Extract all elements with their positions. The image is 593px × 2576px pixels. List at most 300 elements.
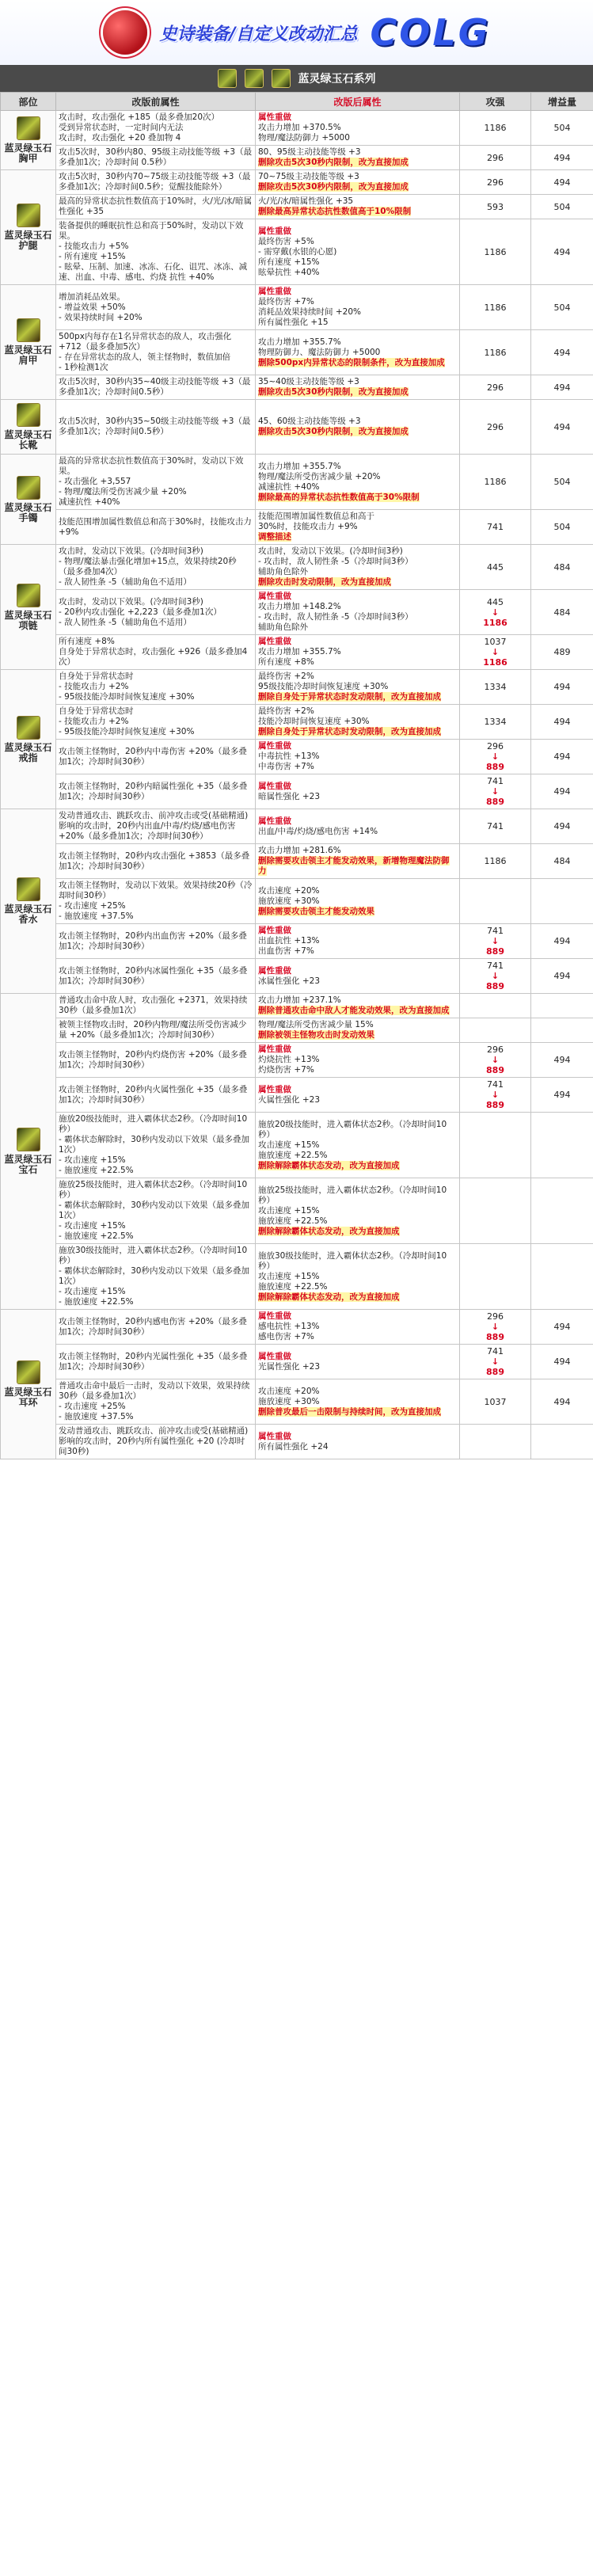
post-line: 光属性强化 +23: [258, 1361, 320, 1372]
atk-cell: [460, 1113, 531, 1178]
atk-cell: 1037: [460, 1379, 531, 1425]
post-line: 施放速度 +22.5%: [258, 1281, 328, 1292]
after-cell: [256, 375, 460, 400]
post-line: 攻击速度 +20%: [258, 885, 320, 896]
table-row: [1, 1178, 593, 1244]
after-cell: [256, 195, 460, 219]
post-line: 感电抗性 +13%: [258, 1322, 320, 1331]
table-row: [1, 590, 593, 635]
post-line: 消耗品效果持续时间 +20%: [258, 307, 361, 317]
table-row: [1, 1043, 593, 1078]
buff-cell: [531, 1178, 593, 1244]
part-label: 蓝灵绿玉石长靴: [4, 429, 52, 451]
post-line: 删除最高的异常状态抗性数值高于30%限制: [258, 492, 420, 502]
atk-new: 889: [486, 762, 504, 772]
buff-cell: 494: [531, 1078, 593, 1113]
post-line: 30%时，技能攻击力 +9%: [258, 522, 358, 531]
post-line: 属性重做: [258, 926, 291, 935]
post-line: 删除被领主怪物攻击时发动效果: [258, 1030, 374, 1040]
post-line: 火属性强化 +23: [258, 1094, 320, 1105]
post-line: 删除自身处于异常状态时发动限制，改为直接加成: [258, 692, 441, 702]
post-line: 所有属性强化 +24: [258, 1441, 329, 1452]
after-cell: [256, 111, 460, 146]
post-line: 删除攻击5次30秒内限制，改为直接加成: [258, 387, 409, 397]
atk-cell: 1334: [460, 705, 531, 740]
set-title: 蓝灵绿玉石系列: [298, 73, 376, 86]
after-cell: [256, 1425, 460, 1459]
buff-cell: 494: [531, 1043, 593, 1078]
post-line: 施放速度 +22.5%: [258, 1150, 328, 1160]
after-cell: [256, 705, 460, 740]
atk-cell: 296: [460, 400, 531, 455]
part-label: 蓝灵绿玉石手镯: [4, 501, 52, 523]
after-cell: [256, 1178, 460, 1244]
buff-cell: [531, 1425, 593, 1459]
before-cell: 攻击时，攻击强化 +185（最多叠加20次） 受到异常状态时，一定时间内无法 攻击时，攻击强化 +20 叠加物 4: [56, 111, 256, 146]
post-line: 删除解除霸体状态发动，改为直接加成: [258, 1160, 400, 1170]
buff-cell: [531, 1113, 593, 1178]
post-line: 删除普通攻击命中敌人才能发动效果，改为直接加成: [258, 1006, 450, 1015]
arrow-down-icon: ↓: [491, 607, 500, 618]
part-cell: [1, 170, 56, 285]
post-line: 删除解除霸体状态发动，改为直接加成: [258, 1292, 400, 1302]
buff-cell: 494: [531, 705, 593, 740]
atk-cell: [460, 1078, 531, 1113]
post-line: 物理/魔法所受伤害减少量 15%: [258, 1020, 374, 1029]
after-cell: [256, 1310, 460, 1345]
table-row: [1, 455, 593, 510]
post-line: 施放速度 +30%: [258, 1396, 320, 1406]
table-row: [1, 285, 593, 330]
post-line: 属性重做: [258, 1351, 291, 1361]
buff-cell: 504: [531, 285, 593, 330]
atk-cell: 1186: [460, 285, 531, 330]
atk-cell: 593: [460, 195, 531, 219]
mascot-icon: [103, 10, 147, 55]
post-line: 最终伤害 +2%: [258, 672, 314, 681]
after-cell: [256, 1113, 460, 1178]
atk-cell: 296: [460, 170, 531, 195]
post-line: 出血抗性 +13%: [258, 936, 320, 946]
buff-cell: 504: [531, 510, 593, 545]
post-line: 攻击力增加 +370.5%: [258, 123, 341, 132]
buff-cell: 484: [531, 545, 593, 590]
atk-new: 889: [486, 946, 504, 957]
table-row: [1, 1078, 593, 1113]
buff-cell: 494: [531, 924, 593, 959]
post-line: 删除最高异常状态抗性数值高于10%限制: [258, 207, 412, 216]
atk-new: 889: [486, 1065, 504, 1075]
post-line: 属性重做: [258, 226, 291, 236]
before-cell: 施放20级技能时，进入霸体状态2秒。（冷却时间10秒） - 霸体状态解除时，30秒内发动以下效果（最多叠加1次） - 攻击速度 +15% - 施放速度 +22.5%: [56, 1113, 256, 1178]
post-line: 减速抗性 +40%: [258, 481, 320, 492]
after-cell: [256, 1018, 460, 1043]
post-line: 删除需要攻击领主才能发动效果: [258, 906, 374, 916]
atk-cell: [460, 1310, 531, 1345]
part-cell: [1, 1310, 56, 1459]
post-line: 属性重做: [258, 965, 291, 976]
post-line: 最终伤害 +5%: [258, 236, 314, 246]
atk-cell: [460, 740, 531, 774]
atk-new: 889: [486, 797, 504, 807]
after-cell: [256, 844, 460, 879]
atk-cell: [460, 879, 531, 924]
header-after: 改版后属性: [256, 93, 460, 111]
after-cell: [256, 545, 460, 590]
post-line: 施放速度 +30%: [258, 896, 320, 906]
table-row: [1, 994, 593, 1018]
post-line: 技能冷却时间恢复速度 +30%: [258, 717, 370, 726]
header-atk: 攻强: [460, 93, 531, 111]
post-line: 删除普攻最后一击限制与持续时间，改为直接加成: [258, 1406, 441, 1417]
post-line: 属性重做: [258, 816, 291, 826]
post-line: 攻击力增加 +355.7%: [258, 337, 341, 347]
buff-cell: 494: [531, 400, 593, 455]
before-cell: 自身处于异常状态时 - 技能攻击力 +2% - 95级技能冷却时间恢复速度 +30%: [56, 670, 256, 705]
arrow-down-icon: ↓: [491, 647, 500, 657]
after-cell: [256, 740, 460, 774]
atk-cell: [460, 1043, 531, 1078]
after-cell: [256, 455, 460, 510]
table-row: [1, 510, 593, 545]
before-cell: 施放30级技能时，进入霸体状态2秒。（冷却时间10秒） - 霸体状态解除时，30秒内发动以下效果（最多叠加1次） - 攻击速度 +15% - 施放速度 +22.5%: [56, 1244, 256, 1310]
atk-old: 741: [487, 926, 504, 936]
atk-cell: 1186: [460, 455, 531, 510]
before-cell: 攻击领主怪物时，20秒内暗属性强化 +35（最多叠加1次；冷却时间30秒）: [56, 774, 256, 809]
post-line: 攻击速度 +15%: [258, 1271, 320, 1281]
table-header-row: [1, 93, 593, 111]
buff-cell: 494: [531, 670, 593, 705]
part-cell: [1, 670, 56, 809]
post-line: 70~75级主动技能等级 +3: [258, 172, 359, 181]
atk-cell: [460, 1425, 531, 1459]
post-line: 出血/中毒/灼烧/感电伤害 +14%: [258, 826, 378, 836]
post-line: 冰属性强化 +23: [258, 976, 320, 986]
atk-new: 889: [486, 1332, 504, 1342]
after-cell: [256, 809, 460, 844]
post-line: 攻击速度 +20%: [258, 1386, 320, 1396]
buff-cell: 504: [531, 455, 593, 510]
equipment-icon: [17, 584, 40, 607]
post-line: 暗属性强化 +23: [258, 791, 320, 801]
post-line: 删除解除霸体状态发动，改为直接加成: [258, 1226, 400, 1236]
table-row: [1, 400, 593, 455]
before-cell: 攻击5次时，30秒内35~50级主动技能等级 +3（最多叠加1次；冷却时间0.5秒）: [56, 400, 256, 455]
post-line: 技能范围增加属性数值总和高于: [258, 512, 374, 521]
post-line: 施放30级技能时，进入霸体状态2秒。（冷却时间10秒）: [258, 1250, 447, 1271]
atk-cell: [460, 1244, 531, 1310]
before-cell: 普通攻击命中最后一击时，发动以下效果，效果持续30秒（最多叠加1次） - 攻击速度 +25% - 施放速度 +37.5%: [56, 1379, 256, 1425]
post-line: 物理/魔法防御力 +5000: [258, 133, 350, 143]
part-cell: [1, 455, 56, 545]
after-cell: [256, 924, 460, 959]
post-line: 辅助角色除外: [258, 567, 308, 576]
before-cell: 施放25级技能时，进入霸体状态2秒。（冷却时间10秒） - 霸体状态解除时，30秒内发动以下效果（最多叠加1次） - 攻击速度 +15% - 施放速度 +22.5%: [56, 1178, 256, 1244]
table-row: [1, 1113, 593, 1178]
atk-old: 296: [487, 741, 504, 751]
atk-cell: [460, 994, 531, 1018]
table-row: [1, 705, 593, 740]
atk-cell: 1186: [460, 111, 531, 146]
arrow-down-icon: ↓: [491, 936, 500, 946]
buff-cell: 484: [531, 590, 593, 635]
banner: [0, 0, 593, 65]
post-line: 属性重做: [258, 1084, 291, 1094]
before-cell: 增加消耗品效果。 - 增益效果 +50% - 效果持续时间 +20%: [56, 285, 256, 330]
part-label: 蓝灵绿玉石项链: [4, 609, 52, 631]
arrow-down-icon: ↓: [491, 1090, 500, 1100]
post-line: 攻击力增加 +148.2%: [258, 602, 341, 611]
post-line: 眩晕抗性 +40%: [258, 267, 320, 277]
atk-old: 1037: [484, 637, 507, 647]
post-line: 属性重做: [258, 637, 291, 646]
after-cell: [256, 219, 460, 285]
post-line: 属性重做: [258, 1431, 291, 1441]
equipment-icon: [17, 1128, 40, 1151]
before-cell: 攻击时，发动以下效果。(冷却时间3秒) - 物理/魔法暴击强化增加+15点，效果持续20秒（最多叠加4次） - 敌人韧性条 -5（辅助角色不适用）: [56, 545, 256, 590]
part-cell: [1, 111, 56, 170]
buff-cell: 489: [531, 635, 593, 670]
header-part: 部位: [1, 93, 56, 111]
before-cell: 攻击领主怪物时，20秒内中毒伤害 +20%（最多叠加1次；冷却时间30秒）: [56, 740, 256, 774]
post-line: 80、95级主动技能等级 +3: [258, 147, 361, 157]
atk-cell: [460, 1178, 531, 1244]
atk-cell: [460, 590, 531, 635]
post-line: 属性重做: [258, 112, 291, 122]
after-cell: [256, 774, 460, 809]
atk-cell: 445: [460, 545, 531, 590]
before-cell: 被领主怪物攻击时，20秒内物理/魔法所受伤害减少量 +20%（最多叠加1次；冷却时间30秒）: [56, 1018, 256, 1043]
equipment-icon: [17, 403, 40, 427]
table-row: [1, 170, 593, 195]
table-row: [1, 219, 593, 285]
table-row: [1, 670, 593, 705]
table-row: [1, 1345, 593, 1379]
buff-cell: 484: [531, 844, 593, 879]
set-title-bar: [0, 65, 593, 92]
post-line: 攻击力增加 +355.7%: [258, 647, 341, 656]
equipment-icon: [17, 204, 40, 227]
part-label: 蓝灵绿玉石护腿: [4, 230, 52, 251]
post-line: 出血伤害 +7%: [258, 946, 314, 956]
atk-cell: [460, 774, 531, 809]
before-cell: 攻击5次时，30秒内80、95级主动技能等级 +3（最多叠加1次；冷却时间 0.5秒）: [56, 146, 256, 170]
before-cell: 普通攻击命中敌人时，攻击强化 +2371，效果持续30秒（最多叠加1次）: [56, 994, 256, 1018]
table-row: [1, 1379, 593, 1425]
post-line: 删除攻击5次30秒内限制，改为直接加成: [258, 427, 409, 436]
post-line: 攻击力增加 +281.6%: [258, 846, 341, 855]
post-line: 删除攻击5次30秒内限制，改为直接加成: [258, 158, 409, 167]
before-cell: 攻击领主怪物时，20秒内灼烧伤害 +20%（最多叠加1次；冷却时间30秒）: [56, 1043, 256, 1078]
post-line: 攻击时，发动以下效果。(冷却时间3秒): [258, 546, 403, 556]
after-cell: [256, 994, 460, 1018]
post-line: 删除500px内异常状态的限制条件，改为直接加成: [258, 357, 445, 367]
table-row: [1, 959, 593, 994]
atk-new: 889: [486, 1367, 504, 1377]
before-cell: 攻击领主怪物时，20秒内攻击强化 +3853（最多叠加1次；冷却时间30秒）: [56, 844, 256, 879]
arrow-down-icon: ↓: [491, 971, 500, 981]
gem-icon: [218, 69, 237, 88]
post-line: 攻击速度 +15%: [258, 1140, 320, 1150]
buff-cell: [531, 1244, 593, 1310]
part-label: 蓝灵绿玉石宝石: [4, 1154, 52, 1175]
part-cell: [1, 809, 56, 994]
arrow-down-icon: ↓: [491, 751, 500, 762]
header-buff: 增益量: [531, 93, 593, 111]
arrow-down-icon: ↓: [491, 1356, 500, 1367]
after-cell: [256, 959, 460, 994]
part-label: 蓝灵绿玉石戒指: [4, 741, 52, 763]
buff-cell: [531, 879, 593, 924]
atk-cell: 1186: [460, 330, 531, 375]
part-label: 蓝灵绿玉石香水: [4, 904, 52, 925]
atk-new: 889: [486, 1100, 504, 1110]
part-cell: [1, 400, 56, 455]
before-cell: 攻击领主怪物时，20秒内感电伤害 +20%（最多叠加1次；冷却时间30秒）: [56, 1310, 256, 1345]
table-row: [1, 774, 593, 809]
post-line: 施放25级技能时，进入霸体状态2秒。（冷却时间10秒）: [258, 1185, 447, 1205]
post-line: 35~40级主动技能等级 +3: [258, 377, 359, 386]
banner-slogan: 史诗装备/自定义改动汇总: [159, 24, 358, 44]
post-line: 灼烧抗性 +13%: [258, 1055, 320, 1064]
table-row: [1, 740, 593, 774]
buff-cell: 494: [531, 809, 593, 844]
atk-cell: [460, 635, 531, 670]
post-line: 辅助角色除外: [258, 622, 308, 632]
atk-cell: 1186: [460, 844, 531, 879]
equipment-icon: [17, 1360, 40, 1384]
atk-cell: 741: [460, 510, 531, 545]
before-cell: 发动普通攻击、跳跃攻击、前冲攻击或受(基础精通)影响的攻击时，20秒内所有属性强化 +20 (冷却时间30秒): [56, 1425, 256, 1459]
atk-new: 1186: [483, 617, 507, 628]
equipment-icon: [17, 716, 40, 740]
atk-cell: 741: [460, 809, 531, 844]
post-line: 属性重做: [258, 1311, 291, 1321]
gem-icon: [245, 69, 264, 88]
part-label: 蓝灵绿玉石肩甲: [4, 344, 52, 366]
part-cell: [1, 545, 56, 670]
after-cell: [256, 170, 460, 195]
before-cell: 攻击领主怪物时，20秒内出血伤害 +20%（最多叠加1次；冷却时间30秒）: [56, 924, 256, 959]
post-line: 属性重做: [258, 287, 291, 296]
post-line: 属性重做: [258, 741, 291, 751]
atk-old: 296: [487, 1044, 504, 1055]
arrow-down-icon: ↓: [491, 786, 500, 797]
buff-cell: 494: [531, 375, 593, 400]
post-line: - 攻击时，敌人韧性条 -5（冷却时间3秒）: [258, 557, 413, 566]
before-cell: 发动普通攻击、跳跃攻击、前冲攻击或受(基础精通)影响的攻击时，20秒内出血/中毒/灼烧/感电伤害 +20%（最多叠加1次；冷却时间30秒）: [56, 809, 256, 844]
buff-cell: 494: [531, 219, 593, 285]
atk-old: 445: [487, 596, 504, 607]
atk-cell: 296: [460, 375, 531, 400]
atk-old: 741: [487, 1079, 504, 1090]
before-cell: 500px内每存在1名异常状态的敌人，攻击强化 +712（最多叠加5次） - 存在异常状态的敌人，领主怪物时，数值加倍 - 1秒检测1次: [56, 330, 256, 375]
after-cell: [256, 879, 460, 924]
post-line: 所有速度 +15%: [258, 257, 320, 267]
post-line: - 攻击时，敌人韧性条 -5（冷却时间3秒）: [258, 612, 413, 622]
atk-old: 296: [487, 1311, 504, 1322]
before-cell: 所有速度 +8% 自身处于异常状态时，攻击强化 +926（最多叠加4次）: [56, 635, 256, 670]
buff-cell: 494: [531, 330, 593, 375]
post-line: 最终伤害 +7%: [258, 297, 314, 306]
arrow-down-icon: ↓: [491, 1055, 500, 1065]
atk-old: 741: [487, 1346, 504, 1356]
table-row: [1, 111, 593, 146]
post-line: 属性重做: [258, 781, 291, 791]
post-line: 中毒抗性 +13%: [258, 751, 320, 761]
comparison-table: [0, 92, 593, 1459]
post-line: 属性重做: [258, 592, 291, 601]
table-row: [1, 809, 593, 844]
atk-new: 1186: [483, 657, 507, 668]
atk-cell: [460, 1345, 531, 1379]
colg-logo: COLG: [370, 11, 491, 54]
equipment-icon: [17, 476, 40, 500]
atk-cell: 1334: [460, 670, 531, 705]
after-cell: [256, 590, 460, 635]
table-row: [1, 635, 593, 670]
post-line: 火/光/冰/暗属性强化 +35: [258, 196, 354, 206]
buff-cell: 494: [531, 959, 593, 994]
before-cell: 装备提供的睡眠抗性总和高于50%时，发动以下效果。 - 技能攻击力 +5% - 所有速度 +15% - 眩晕、压制、加速、冰冻、石化、诅咒、冰冻、减速、出血、中毒、感电、灼烧 抗性 +40%: [56, 219, 256, 285]
before-cell: 攻击5次时，30秒内70~75级主动技能等级 +3（最多叠加1次；冷却时间0.5秒；觉醒技能除外）: [56, 170, 256, 195]
part-label: 蓝灵绿玉石胸甲: [4, 143, 52, 164]
before-cell: 攻击领主怪物时，发动以下效果。效果持续20秒（冷却时间30秒） - 攻击速度 +25% - 施放速度 +37.5%: [56, 879, 256, 924]
after-cell: [256, 285, 460, 330]
buff-cell: 494: [531, 146, 593, 170]
post-line: 属性重做: [258, 1044, 291, 1054]
equipment-icon: [17, 318, 40, 342]
part-cell: [1, 994, 56, 1310]
after-cell: [256, 635, 460, 670]
after-cell: [256, 400, 460, 455]
before-cell: 攻击时，发动以下效果。(冷却时间3秒) - 20秒内攻击强化 +2,223（最多叠加1次） - 敌人韧性条 -5（辅助角色不适用）: [56, 590, 256, 635]
post-line: 攻击速度 +15%: [258, 1205, 320, 1216]
table-row: [1, 330, 593, 375]
atk-cell: 1186: [460, 219, 531, 285]
table-row: [1, 844, 593, 879]
before-cell: 攻击领主怪物时，20秒内光属性强化 +35（最多叠加1次；冷却时间30秒）: [56, 1345, 256, 1379]
buff-cell: 504: [531, 195, 593, 219]
after-cell: [256, 510, 460, 545]
buff-cell: 494: [531, 1379, 593, 1425]
table-row: [1, 375, 593, 400]
post-line: 所有属性强化 +15: [258, 318, 329, 327]
before-cell: 最高的异常状态抗性数值高于30%时，发动以下效果。 - 攻击强化 +3,557 - 物理/魔法所受伤害减少量 +20% 减速抗性 +40%: [56, 455, 256, 510]
post-line: 所有速度 +8%: [258, 657, 314, 667]
buff-cell: [531, 994, 593, 1018]
table-row: [1, 879, 593, 924]
table-row: [1, 1018, 593, 1043]
atk-cell: 296: [460, 146, 531, 170]
table-row: [1, 1310, 593, 1345]
atk-cell: [460, 1018, 531, 1043]
before-cell: 攻击领主怪物时，20秒内冰属性强化 +35（最多叠加1次；冷却时间30秒）: [56, 959, 256, 994]
post-line: 删除攻击5次30秒内限制，改为直接加成: [258, 182, 409, 192]
table-row: [1, 1244, 593, 1310]
after-cell: [256, 1379, 460, 1425]
buff-cell: 494: [531, 1345, 593, 1379]
table-row: [1, 195, 593, 219]
table-row: [1, 924, 593, 959]
after-cell: [256, 1078, 460, 1113]
post-line: 攻击力增加 +355.7%: [258, 461, 341, 471]
post-line: 施放20级技能时，进入霸体状态2秒。（冷却时间10秒）: [258, 1119, 447, 1140]
post-line: 最终伤害 +2%: [258, 706, 314, 716]
buff-cell: 494: [531, 740, 593, 774]
buff-cell: 494: [531, 1310, 593, 1345]
before-cell: 技能范围增加属性数值总和高于30%时，技能攻击力 +9%: [56, 510, 256, 545]
